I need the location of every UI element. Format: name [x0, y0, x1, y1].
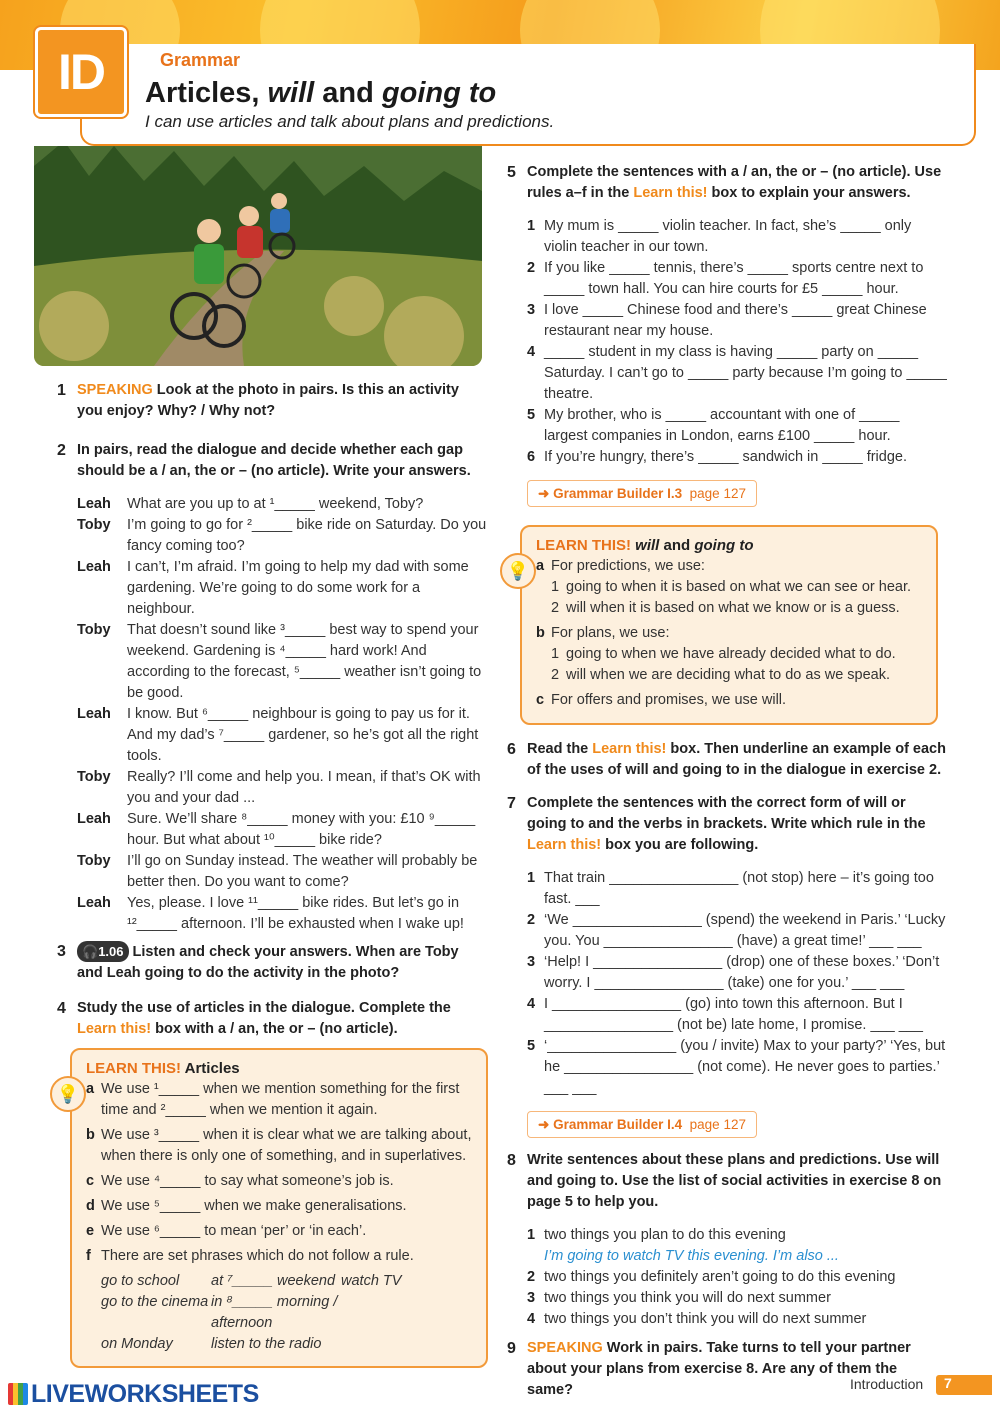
- dialogue-line: What are you up to at ¹_____ weekend, Toby?: [127, 496, 424, 512]
- rule-letter: f: [86, 1248, 91, 1264]
- item-number: 4: [527, 996, 536, 1012]
- item-text: ‘________________ (you / invite) Max to your party?’ ‘Yes, but he ________________ (not come). He never goes to parties.’ ___ ___: [544, 1038, 946, 1096]
- speaker-name: Leah: [77, 496, 111, 512]
- rule-row: [86, 1171, 474, 1192]
- rule-row: [86, 1125, 474, 1167]
- list-item: [527, 1309, 947, 1330]
- speaker-name: Leah: [77, 706, 111, 722]
- item-text: two things you definitely aren’t going to do this evening: [544, 1269, 896, 1285]
- rule-letter: c: [86, 1173, 95, 1189]
- item-number: 3: [527, 954, 536, 970]
- exercise-9: 9 SPEAKING Work in pairs. Take turns to tell your partner about your plans from exercise 8. Are any of them the same?: [507, 1340, 911, 1398]
- dialogue-line: I’ll go on Sunday instead. The weather will probably be better then. Do you want to come?: [127, 853, 478, 890]
- item-number: 5: [527, 1038, 536, 1054]
- set-phrase: go to the cinema: [101, 1294, 209, 1310]
- list-item: [527, 910, 947, 952]
- list-item: [527, 342, 947, 405]
- set-phrase: listen to the radio: [211, 1336, 322, 1352]
- item-text: two things you don’t think you will do next summer: [544, 1311, 867, 1327]
- item-text: If you’re hungry, there’s _____ sandwich in _____ fridge.: [544, 449, 908, 465]
- right-column: [507, 162, 947, 519]
- item-number: 4: [527, 1311, 536, 1327]
- rule-row: [86, 1196, 474, 1217]
- speaker-name: Toby: [77, 517, 111, 533]
- page-subtitle: I can use articles and talk about plans and predictions.: [145, 112, 555, 131]
- rule-text: There are set phrases which do not follow a rule.: [101, 1248, 414, 1264]
- speaker-name: Toby: [77, 622, 111, 638]
- list-item: [527, 1225, 947, 1267]
- left-column: [57, 380, 487, 1052]
- set-phrase: go to school: [101, 1273, 180, 1289]
- item-text: If you like _____ tennis, there’s _____ sports centre next to _____ town hall. You can hire courts for £5 _____ hour.: [544, 260, 924, 297]
- item-text: _____ student in my class is having _____ party on _____ Saturday. I can’t go to _____ party because I’m going to _____ theatre.: [544, 344, 947, 402]
- rule-text: We use ¹_____ when we mention something for the first time and ²_____ when we mention it again.: [101, 1081, 460, 1118]
- item-text: That train ________________ (not stop) here – it’s going too fast. ___: [544, 870, 934, 907]
- item-text: ‘We ________________ (spend) the weekend in Paris.’ ‘Lucky you. You ________________ (have) a great time!’ ___ ___: [544, 912, 946, 949]
- item-text: I love _____ Chinese food and there’s _____ great Chinese restaurant near my house.: [544, 302, 927, 339]
- dialogue-line: Really? I’ll come and help you. I mean, if that’s OK with you and your dad ...: [127, 769, 481, 806]
- exercise-2: 2 In pairs, read the dialogue and decide whether each gap should be a / an, the or – (no article). Write your answers.: [57, 442, 471, 479]
- dialogue-line: I can’t, I’m afraid. I’m going to help my dad with some gardening. We’re going to do some work for a neighbour.: [127, 559, 469, 617]
- set-phrase: [341, 1334, 461, 1355]
- dialogue-line: Yes, please. I love ¹¹_____ bike rides. But let’s go in ¹²_____ afternoon. I’ll be exhausted when I wake up!: [127, 895, 464, 932]
- rule-text: We use ⁶_____ to mean ‘per’ or ‘in each’.: [101, 1223, 367, 1239]
- rule-letter: a: [86, 1081, 95, 1097]
- exercise-7: 7 Complete the sentences with the correct form of will or going to and the verbs in brackets. Write which rule in the Learn this! box you are following.: [507, 795, 926, 853]
- exercise-5: 5 Complete the sentences with a / an, the or – (no article). Use rules a–f in the Learn this! box to explain your answers.: [507, 164, 942, 201]
- logo-icon: [8, 1383, 28, 1405]
- item-number: 1: [527, 1227, 536, 1243]
- item-number: 4: [527, 344, 536, 360]
- page-title: Articles, will and going to: [145, 77, 497, 109]
- unit-badge: ID: [35, 27, 127, 117]
- liveworksheets-logo[interactable]: LIVEWORKSHEETS: [8, 1380, 259, 1409]
- item-text: two things you think you will do next summer: [544, 1290, 831, 1306]
- cyclists-photo: [34, 146, 482, 366]
- item-number: 3: [527, 1290, 536, 1306]
- learn-this-will-box: 💡 LEARN THIS! will and going to a For predictions, we use: 1 going to when it is based on what we can see or hear. 2 will when it is based on what we know or is a guess. b For plans, we use: 1 going to when we have already decided what to do. 2 will when we are deciding what to do as we speak. c For offers and promises, we use will.: [520, 525, 938, 725]
- exercise-5-items: [527, 216, 947, 468]
- learn-this-heading: LEARN THIS! will and going to: [536, 537, 754, 554]
- set-phrase: in ⁸_____ morning / afternoon: [211, 1294, 338, 1331]
- item-number: 5: [527, 407, 536, 423]
- page-number: 7: [936, 1375, 992, 1395]
- item-number: 3: [527, 302, 536, 318]
- exercise-4: 4 Study the use of articles in the dialogue. Complete the Learn this! box with a / an, the or – (no article).: [57, 1000, 451, 1037]
- footer-section: Introduction: [850, 1376, 924, 1392]
- learn-this-articles-box: [56, 1048, 488, 1368]
- list-item: [527, 447, 947, 468]
- list-item: [527, 300, 947, 342]
- dialogue-line: That doesn’t sound like ³_____ best way to spend your weekend. Gardening is ⁴_____ hard work! And according to the forecast, ⁵_____ weather isn’t going to be good.: [127, 622, 482, 701]
- set-phrase: on Monday: [101, 1336, 173, 1352]
- dialogue: [77, 494, 487, 935]
- exercise-3: 3 🎧1.06 Listen and check your answers. When are Toby and Leah going to do the activity in the photo?: [57, 943, 459, 981]
- exercise-1: 1 SPEAKING Look at the photo in pairs. Is this an activity you enjoy? Why? / Why not?: [57, 382, 459, 419]
- exercise-6: 6 Read the Learn this! box. Then underline an example of each of the uses of will and going to in the dialogue in exercise 2.: [507, 741, 946, 778]
- dialogue-line: I’m going to go for ²_____ bike ride on Saturday. Do you fancy coming too?: [127, 517, 487, 554]
- rule-text: We use ⁴_____ to say what someone’s job is.: [101, 1173, 394, 1189]
- exercise-7-items: [527, 868, 947, 1099]
- rule-text: We use ³_____ when it is clear what we are talking about, when there is only one of something, and in superlatives.: [101, 1127, 472, 1164]
- example-answer: I’m going to watch TV this evening. I’m also ...: [544, 1248, 839, 1264]
- item-number: 6: [527, 449, 536, 465]
- item-number: 2: [527, 1269, 536, 1285]
- lightbulb-icon: 💡: [500, 553, 536, 589]
- dialogue-line: I know. But ⁶_____ neighbour is going to pay us for it. And my dad’s ⁷_____ gardener, so he’s got all the right tools.: [127, 706, 479, 764]
- item-number: 1: [527, 870, 536, 886]
- item-text: two things you plan to do this evening: [544, 1227, 786, 1243]
- rule-letter: e: [86, 1223, 95, 1239]
- list-item: [527, 1288, 947, 1309]
- list-item: [527, 994, 947, 1036]
- grammar-builder-link-1[interactable]: ➜ Grammar Builder I.3 page 127: [527, 480, 757, 507]
- speaker-name: Toby: [77, 769, 111, 785]
- dialogue-line: Sure. We’ll share ⁸_____ money with you: £10 ⁹_____ hour. But what about ¹⁰_____ bike ride?: [127, 811, 476, 848]
- set-phrase: at ⁷_____ weekend: [211, 1273, 336, 1289]
- item-text: ‘Help! I ________________ (drop) one of these boxes.’ ‘Don’t worry. I ________________ (take) one for you.’ ___ ___: [544, 954, 940, 991]
- list-item: [527, 868, 947, 910]
- rule-row: [86, 1221, 474, 1242]
- rule-row: [86, 1246, 474, 1267]
- list-item: [527, 1267, 947, 1288]
- grammar-builder-link-2[interactable]: ➜ Grammar Builder I.4 page 127: [527, 1111, 757, 1138]
- item-text: My brother, who is _____ accountant with one of _____ largest companies in London, earns £100 _____ hour.: [544, 407, 900, 444]
- list-item: [527, 216, 947, 258]
- set-phrases: [101, 1271, 474, 1355]
- rule-row: [86, 1079, 474, 1121]
- item-text: I ________________ (go) into town this afternoon. But I ________________ (not be) late home, I promise. ___ ___: [544, 996, 923, 1033]
- rule-letter: d: [86, 1198, 95, 1214]
- lightbulb-icon: 💡: [50, 1076, 86, 1112]
- exercise-8-items: [527, 1225, 947, 1330]
- list-item: [527, 258, 947, 300]
- list-item: [527, 952, 947, 994]
- rule-letter: b: [86, 1127, 95, 1143]
- list-item: [527, 405, 947, 447]
- speaker-name: Leah: [77, 559, 111, 575]
- item-text: My mum is _____ violin teacher. In fact, she’s _____ only violin teacher in our town.: [544, 218, 912, 255]
- exercise-8: 8 Write sentences about these plans and predictions. Use will and going to. Use the list of social activities in exercise 8 on page 5 to help you.: [507, 1152, 942, 1210]
- list-item: [527, 1036, 947, 1099]
- item-number: 2: [527, 912, 536, 928]
- right-column-lower: [507, 739, 947, 1413]
- speaker-name: Leah: [77, 811, 111, 827]
- set-phrase: watch TV: [341, 1273, 402, 1289]
- set-phrase: [341, 1292, 461, 1334]
- item-number: 1: [527, 218, 536, 234]
- section-label: Grammar: [148, 46, 254, 74]
- speaker-name: Leah: [77, 895, 111, 911]
- speaker-name: Toby: [77, 853, 111, 869]
- item-number: 2: [527, 260, 536, 276]
- audio-icon[interactable]: 🎧1.06: [77, 941, 129, 962]
- learn-this-heading: LEARN THIS! Articles: [86, 1060, 240, 1077]
- rule-text: We use ⁵_____ when we make generalisations.: [101, 1198, 407, 1214]
